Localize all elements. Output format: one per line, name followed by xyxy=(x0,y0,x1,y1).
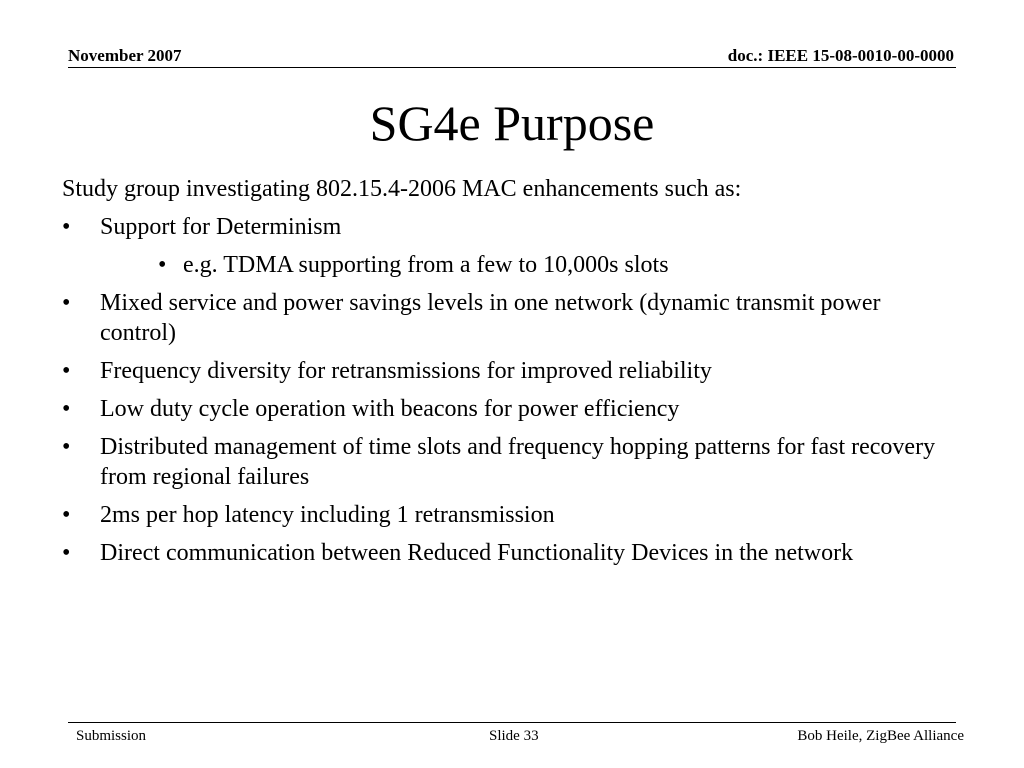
slide-number: Slide 33 xyxy=(489,728,539,744)
header-doc-id: doc.: IEEE 15-08-0010-00-0000 xyxy=(727,46,954,65)
bullet-item xyxy=(62,394,962,424)
bullet-text: Low duty cycle operation with beacons for power efficiency xyxy=(100,396,680,422)
footer-submission: Submission xyxy=(76,728,147,744)
bullet-dot-icon: • xyxy=(62,358,71,384)
bullet-dot-icon: • xyxy=(158,252,167,278)
bullet-text: Direct communication between Reduced Functionality Devices in the network xyxy=(100,540,854,566)
sub-bullet-text: e.g. TDMA supporting from a few to 10,000s slots xyxy=(183,252,669,278)
bullet-dot-icon: • xyxy=(62,214,71,240)
bullet-text: 2ms per hop latency including 1 retransmission xyxy=(100,502,555,528)
bullet-item xyxy=(62,500,962,530)
bullet-item xyxy=(62,288,962,348)
sub-bullet-item xyxy=(62,250,962,280)
bullet-dot-icon: • xyxy=(62,434,71,460)
bullet-item xyxy=(62,356,962,386)
bullet-dot-icon: • xyxy=(62,396,71,422)
bullet-dot-icon: • xyxy=(62,540,71,566)
bullet-item xyxy=(62,432,962,492)
bullet-item xyxy=(62,212,962,242)
bullet-text: Support for Determinism xyxy=(100,214,342,240)
slide-title: SG4e Purpose xyxy=(369,95,655,151)
footer-author: Bob Heile, ZigBee Alliance xyxy=(797,728,964,744)
bullet-list xyxy=(62,212,962,568)
intro-text: Study group investigating 802.15.4-2006 MAC enhancements such as: xyxy=(62,176,742,202)
header-date: November 2007 xyxy=(68,46,182,65)
bullet-text: Distributed management of time slots and frequency hopping patterns for fast recovery from regional failures xyxy=(100,434,936,490)
bullet-text: Frequency diversity for retransmissions for improved reliability xyxy=(100,358,712,384)
bullet-dot-icon: • xyxy=(62,290,71,316)
bullet-dot-icon: • xyxy=(62,502,71,528)
bullet-text: Mixed service and power savings levels in one network (dynamic transmit power control) xyxy=(100,290,881,346)
header-divider xyxy=(68,67,956,68)
slide-body xyxy=(62,174,962,576)
footer-divider xyxy=(68,722,956,723)
bullet-item xyxy=(62,538,962,568)
